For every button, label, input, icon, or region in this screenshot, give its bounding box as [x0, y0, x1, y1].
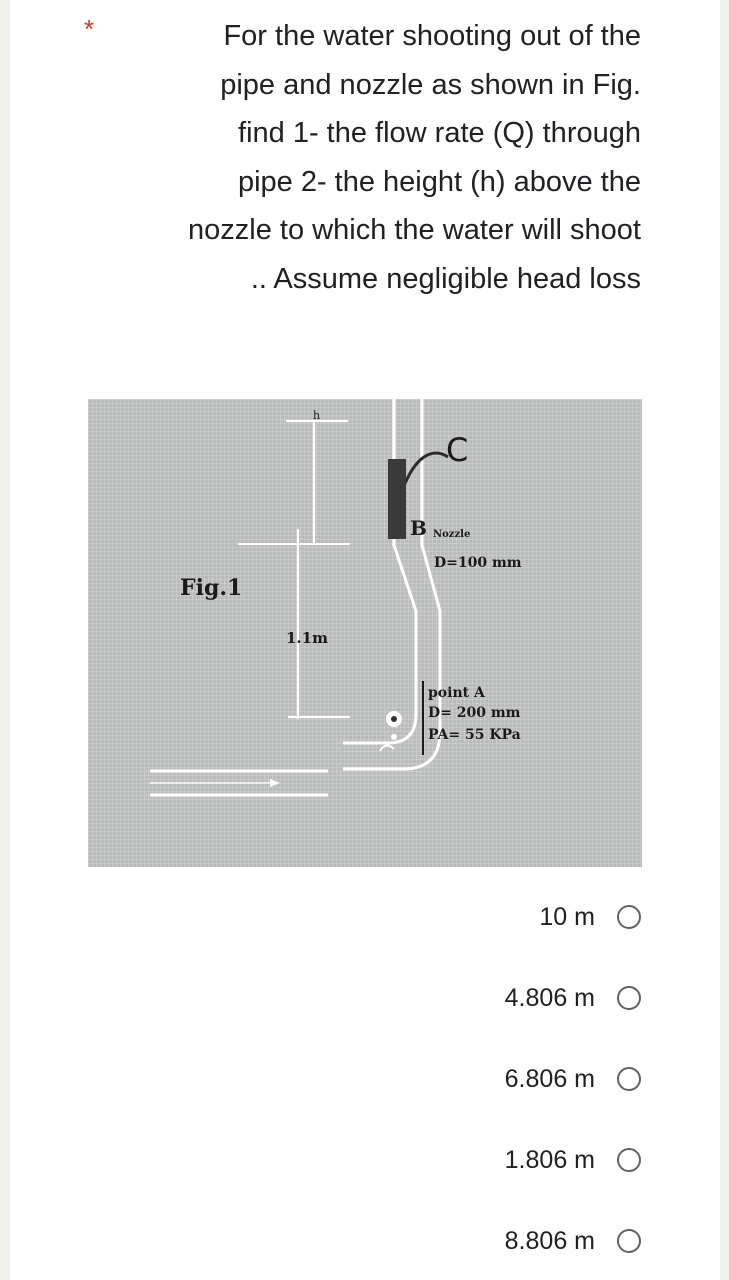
option-label: 10 m — [539, 902, 595, 931]
question-line: find 1- the flow rate (Q) through — [238, 117, 641, 150]
h-label: h — [313, 409, 321, 422]
option-label: 4.806 m — [504, 983, 595, 1012]
question-line: pipe 2- the height (h) above the — [237, 165, 641, 198]
question-figure — [88, 399, 642, 867]
question-text — [81, 12, 641, 304]
point-a-diameter: D= 200 mm — [428, 705, 521, 721]
option-1-806m[interactable] — [505, 1135, 641, 1185]
question-line: .. Assume negligible head loss — [250, 262, 641, 295]
fig-label: Fig.1 — [180, 575, 243, 601]
question-line: pipe and nozzle as shown in Fig. — [220, 68, 641, 101]
option-4-806m[interactable] — [505, 973, 641, 1023]
point-c-label: C — [446, 431, 469, 469]
jet-stream — [388, 459, 406, 539]
option-10m[interactable] — [539, 892, 641, 942]
option-6-806m[interactable] — [505, 1054, 641, 1104]
radio-icon[interactable] — [617, 905, 641, 929]
point-a-pressure: PA= 55 KPa — [428, 727, 521, 743]
nozzle-diameter: D=100 mm — [434, 555, 522, 571]
question-line: For the water shooting out of the — [223, 20, 641, 52]
radio-icon[interactable] — [617, 1229, 641, 1253]
point-b-label: B — [410, 516, 427, 540]
nozzle-label: Nozzle — [433, 529, 471, 540]
pipe-nozzle-diagram — [88, 399, 642, 867]
option-label: 6.806 m — [504, 1064, 595, 1093]
radio-icon[interactable] — [617, 986, 641, 1010]
height-label: 1.1m — [286, 629, 328, 647]
radio-icon[interactable] — [617, 1148, 641, 1172]
option-label: 1.806 m — [504, 1145, 595, 1174]
option-label: 8.806 m — [504, 1226, 595, 1255]
radio-icon[interactable] — [617, 1067, 641, 1091]
question-line: nozzle to which the water will shoot — [188, 214, 641, 247]
point-a-label: point A — [428, 685, 485, 701]
required-marker: * — [84, 14, 95, 44]
figure-background — [88, 399, 642, 867]
option-8-806m[interactable] — [505, 1216, 641, 1266]
